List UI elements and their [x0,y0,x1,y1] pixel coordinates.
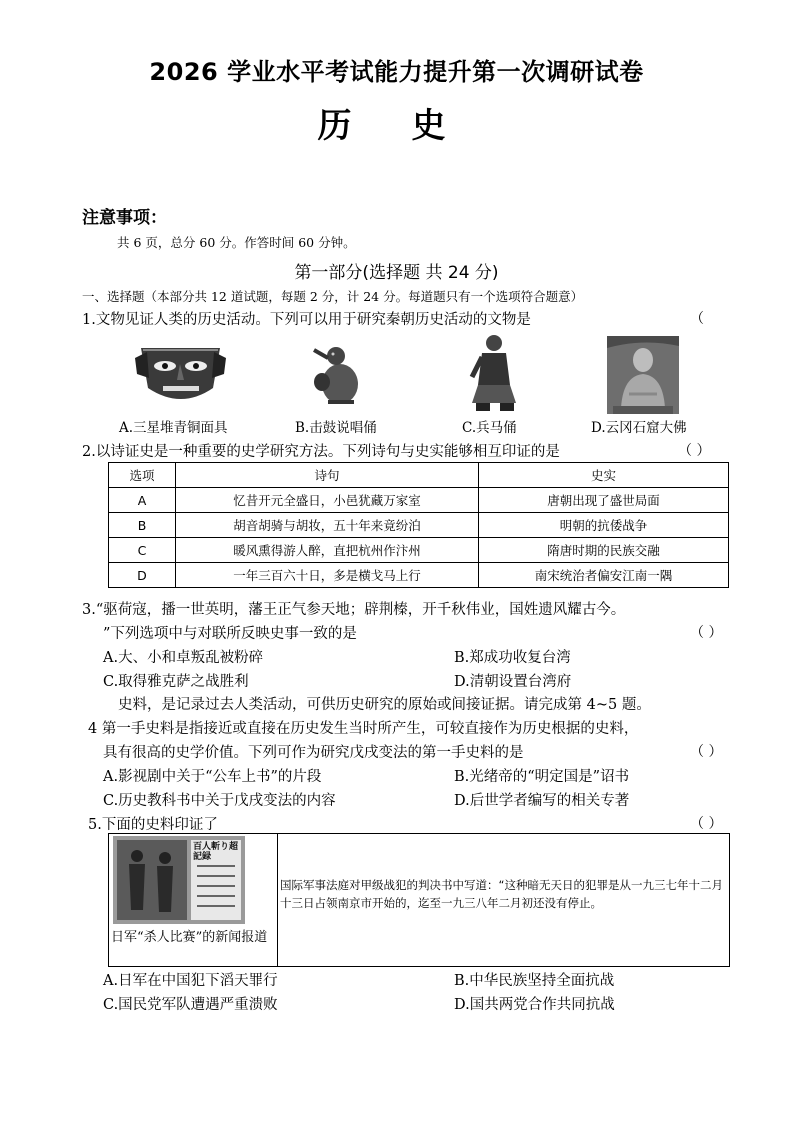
q4-option-b[interactable]: B.光绪帝的“明定国是”诏书 [454,769,630,785]
q1-option-c[interactable]: C.兵马俑 [462,420,517,436]
q4-stem-line2: 具有很高的史学价值。下列可作为研究戊戌变法的第一手史料的是 [103,745,524,761]
q2-table [108,462,729,588]
yungang-buddha-image [607,336,679,414]
row-d-option: D [109,563,176,588]
q2-answer-paren[interactable]: （ ） [678,443,711,459]
drum-storyteller-figurine-image [306,338,366,410]
exam-title: 2026 学业水平考试能力提升第一次调研试卷 [149,58,644,86]
notice-heading: 注意事项： [82,208,167,228]
q5-option-a[interactable]: A.日军在中国犯下滔天罪行 [103,973,278,989]
header-fact: 史实 [479,463,729,488]
q1-answer-paren[interactable]: （ [690,311,704,327]
row-c-fact: 隋唐时期的民族交融 [479,538,729,563]
header-option: 选项 [109,463,176,488]
q3-option-b[interactable]: B.郑成功收复台湾 [454,650,571,666]
q3-answer-paren[interactable]: （ ） [690,625,723,641]
q5-stem: 5.下面的史料印证了 [88,817,218,833]
newspaper-headline: 百人斬り超記録 [193,842,239,862]
row-a-option: A [109,488,176,513]
table-row [109,513,729,538]
material-intro: 史料，是记录过去人类活动，可供历史研究的原始或间接证据。请完成第 4~5 题。 [118,697,651,713]
q3-option-d[interactable]: D.清朝设置台湾府 [454,674,572,690]
q3-stem-line1: 3.“驱荷寇，播一世英明，藩王正气参天地；辟荆榛，开千秋伟业，国姓遗风耀古今。 [82,602,626,618]
row-b-poem: 胡音胡骑与胡妆，五十年来竟纷泊 [176,513,479,538]
row-d-fact: 南宋统治者偏安江南一隅 [479,563,729,588]
subject-title: 历史 [317,106,506,146]
q5-judgment-text: 国际军事法庭对甲级战犯的判决书中写道：“这种暗无天日的犯罪是从一九三七年十二月十三日占领南京市开始的，迄至一九三八年二月初还没有停止。 [280,878,723,910]
notice-text: 共 6 页，总分 60 分。作答时间 60 分钟。 [117,235,356,250]
q5-answer-paren[interactable]: （ ） [690,816,723,832]
q4-option-c[interactable]: C.历史教科书中关于戊戌变法的内容 [103,793,336,809]
q1-option-b[interactable]: B.击鼓说唱俑 [295,420,377,436]
part1-heading: 第一部分(选择题 共 24 分) [294,263,499,283]
q4-answer-paren[interactable]: （ ） [690,744,723,760]
q1-option-a[interactable]: A.三星堆青铜面具 [119,420,228,436]
table-row [109,488,729,513]
q5-option-c[interactable]: C.国民党军队遭遇严重溃败 [103,997,278,1013]
row-b-option: B [109,513,176,538]
q5-material-box [108,833,730,967]
q5-right-cell [278,834,729,966]
q3-option-c[interactable]: C.取得雅克萨之战胜利 [103,674,249,690]
table-row [109,563,729,588]
q4-stem-line1: 4 第一手史料是指接近或直接在历史发生当时所产生，可较直接作为历史根据的史料， [88,721,639,737]
newspaper-clipping-image [113,836,245,924]
section-heading: 一、选择题（本部分共 12 道试题，每题 2 分，计 24 分。每道题只有一个选项符合题意） [82,289,584,304]
header-poem: 诗句 [176,463,479,488]
q1-option-d[interactable]: D.云冈石窟大佛 [591,420,687,436]
q3-stem-line2: ”下列选项中与对联所反映史事一致的是 [103,626,357,642]
q1-stem: 1.文物见证人类的历史活动。下列可以用于研究秦朝历史活动的文物是 [82,312,531,328]
row-b-fact: 明朝的抗倭战争 [479,513,729,538]
row-d-poem: 一年三百六十日，多是横戈马上行 [176,563,479,588]
table-row [109,538,729,563]
table-header-row [109,463,729,488]
terracotta-warrior-image [464,333,524,415]
q5-left-cell [109,834,278,966]
q5-option-b[interactable]: B.中华民族坚持全面抗战 [454,973,615,989]
row-c-poem: 暖风熏得游人醉，直把杭州作汴州 [176,538,479,563]
q4-option-a[interactable]: A.影视剧中关于“公车上书”的片段 [103,769,322,785]
q3-option-a[interactable]: A.大、小和卓叛乱被粉碎 [103,650,264,666]
row-a-poem: 忆昔开元全盛日，小邑犹藏万家室 [176,488,479,513]
q5-left-caption: 日军“杀人比赛”的新闻报道 [111,930,268,945]
q2-stem: 2.以诗证史是一种重要的史学研究方法。下列诗句与史实能够相互印证的是 [82,444,560,460]
sanxingdui-mask-image [133,338,228,410]
q4-option-d[interactable]: D.后世学者编写的相关专著 [454,793,630,809]
row-c-option: C [109,538,176,563]
q5-option-d[interactable]: D.国共两党合作共同抗战 [454,997,615,1013]
row-a-fact: 唐朝出现了盛世局面 [479,488,729,513]
